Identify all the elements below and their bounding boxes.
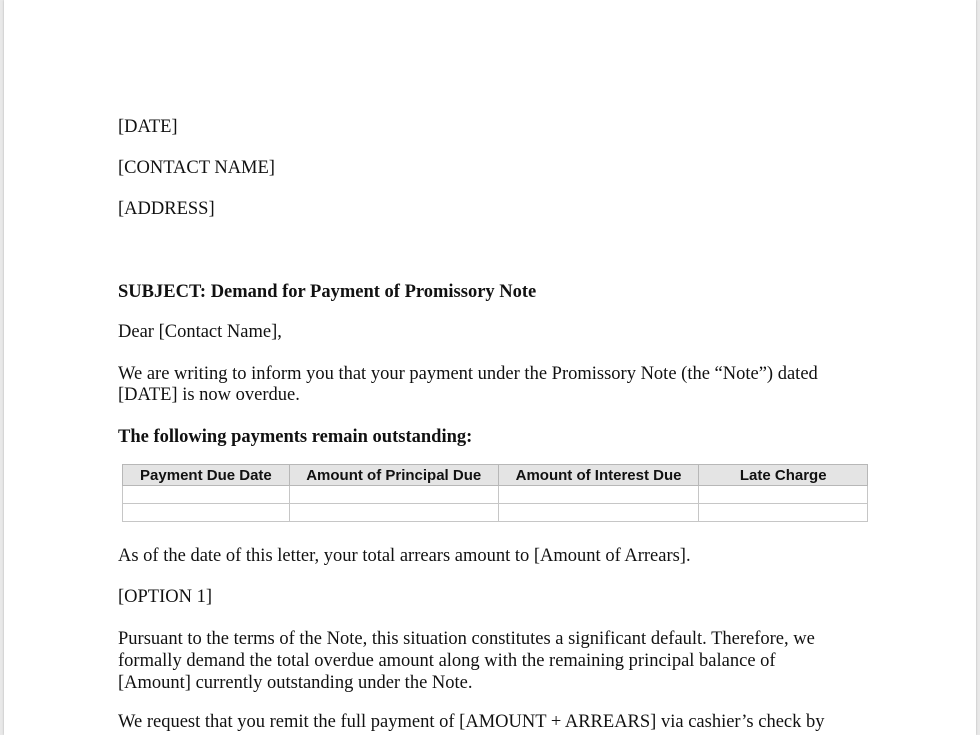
table-row bbox=[123, 486, 868, 504]
table-cell bbox=[123, 486, 290, 504]
column-header-interest-due: Amount of Interest Due bbox=[498, 465, 699, 486]
payments-table bbox=[122, 464, 868, 522]
contact-name-placeholder: [CONTACT NAME] bbox=[118, 158, 275, 178]
default-paragraph-line-2: formally demand the total overdue amount along with the remaining principal balance of bbox=[118, 651, 776, 671]
intro-paragraph-line-2: [DATE] is now overdue. bbox=[118, 385, 300, 405]
table-cell bbox=[699, 504, 868, 522]
option-label: [OPTION 1] bbox=[118, 587, 213, 607]
table-cell bbox=[498, 486, 699, 504]
document-page bbox=[4, 0, 976, 735]
column-header-late-charge: Late Charge bbox=[699, 465, 868, 486]
table-row bbox=[123, 504, 868, 522]
table-cell bbox=[289, 486, 498, 504]
subject-line: SUBJECT: Demand for Payment of Promissory Note bbox=[118, 282, 537, 302]
arrears-statement: As of the date of this letter, your total arrears amount to [Amount of Arrears]. bbox=[118, 546, 691, 566]
column-header-payment-due-date: Payment Due Date bbox=[123, 465, 290, 486]
column-header-principal-due: Amount of Principal Due bbox=[289, 465, 498, 486]
outstanding-heading: The following payments remain outstanding: bbox=[118, 427, 473, 447]
default-paragraph-line-1: Pursuant to the terms of the Note, this situation constitutes a significant default. Therefore, we bbox=[118, 629, 815, 649]
table-cell bbox=[289, 504, 498, 522]
table-header-row bbox=[123, 465, 868, 486]
table-cell bbox=[699, 486, 868, 504]
intro-paragraph-line-1: We are writing to inform you that your payment under the Promissory Note (the “Note”) dated bbox=[118, 364, 818, 384]
address-placeholder: [ADDRESS] bbox=[118, 199, 215, 219]
request-paragraph-line-1: We request that you remit the full payment of [AMOUNT + ARREARS] via cashier’s check by bbox=[118, 712, 825, 732]
date-placeholder: [DATE] bbox=[118, 117, 178, 137]
default-paragraph-line-3: [Amount] currently outstanding under the Note. bbox=[118, 673, 473, 693]
salutation: Dear [Contact Name], bbox=[118, 322, 282, 342]
table-cell bbox=[498, 504, 699, 522]
table-cell bbox=[123, 504, 290, 522]
